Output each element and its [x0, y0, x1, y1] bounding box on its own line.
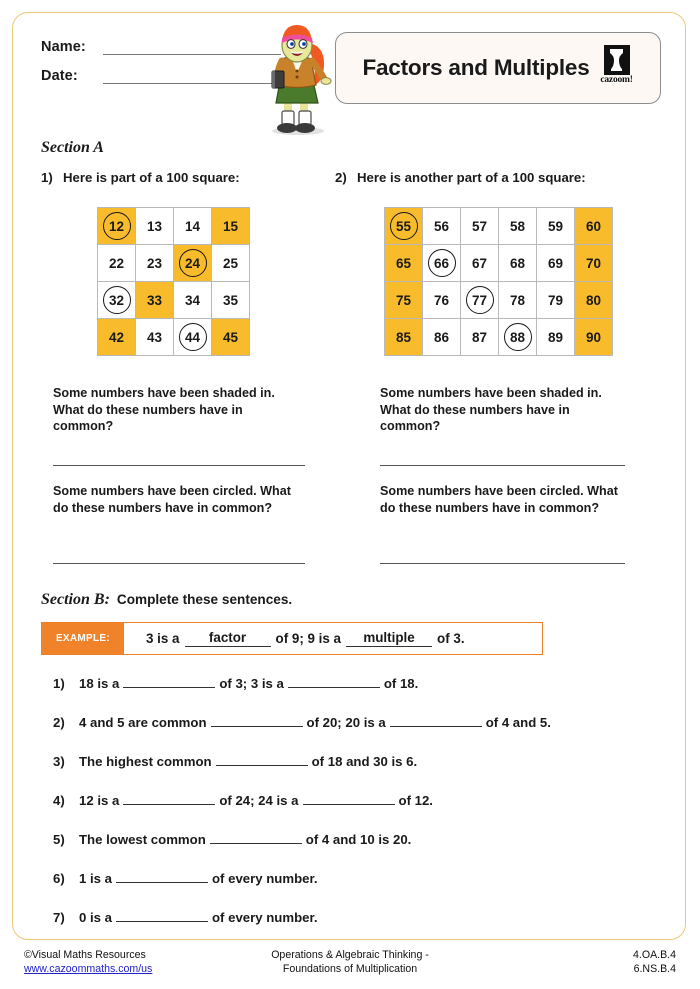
- question-text-segment: 4 and 5 are common: [79, 715, 207, 730]
- grid-cell[interactable]: 43: [136, 319, 174, 356]
- example-part-2: of 9; 9 is a: [275, 631, 342, 646]
- grid-cell[interactable]: 14: [174, 208, 212, 245]
- grid-row: [385, 208, 613, 245]
- grid-cell[interactable]: 80: [575, 282, 613, 319]
- grid-cell[interactable]: 76: [423, 282, 461, 319]
- example-answer-2: multiple: [346, 630, 432, 647]
- question-text-segment: of 18.: [383, 676, 419, 691]
- worksheet-header: [13, 13, 687, 131]
- prompt-circled-1: Some numbers have been circled. What do these numbers have in common?: [53, 484, 291, 515]
- page-title: Factors and Multiples: [362, 55, 590, 80]
- section-b-heading: Section B:: [41, 591, 110, 608]
- grid-cell[interactable]: 42: [98, 319, 136, 356]
- grid-cell[interactable]: 70: [575, 245, 613, 282]
- grid-cell[interactable]: 57: [461, 208, 499, 245]
- grid-cell[interactable]: [461, 282, 499, 319]
- answer-blank[interactable]: [216, 765, 308, 766]
- grid-cell[interactable]: [174, 319, 212, 356]
- footer-copyright: ©Visual Maths Resources: [24, 949, 146, 961]
- answer-line-circled-2[interactable]: [380, 563, 625, 564]
- question-text-segment: of 20; 20 is a: [306, 715, 386, 730]
- question-2-label: Here is another part of a 100 square:: [357, 170, 586, 185]
- footer-topic-line-1: Operations & Algebraic Thinking -: [271, 949, 429, 961]
- section-a-question-1-text: [41, 170, 240, 185]
- question-text-segment: 12 is a: [79, 793, 120, 808]
- grid-cell[interactable]: 35: [212, 282, 250, 319]
- circle-marker: 77: [466, 286, 494, 314]
- section-b-question: [53, 871, 653, 910]
- footer-center: [14, 948, 686, 976]
- answer-blank[interactable]: [123, 804, 215, 805]
- grid-cell[interactable]: 56: [423, 208, 461, 245]
- question-text-segment: 1 is a: [79, 871, 112, 886]
- grid-cell[interactable]: 59: [537, 208, 575, 245]
- section-b-question: [53, 910, 653, 949]
- section-b-subheading: Complete these sentences.: [116, 592, 293, 607]
- grid-row: [98, 208, 250, 245]
- circle-marker: 12: [103, 212, 131, 240]
- cazoom-hourglass-icon: [604, 45, 630, 75]
- answer-blank[interactable]: [211, 726, 303, 727]
- name-input-line[interactable]: [103, 40, 281, 55]
- grid-cell[interactable]: [98, 208, 136, 245]
- worksheet-title-banner: [335, 32, 661, 104]
- cazoom-wordmark: cazoom!: [600, 75, 633, 85]
- question-text-segment: 0 is a: [79, 910, 112, 925]
- grid-cell[interactable]: 78: [499, 282, 537, 319]
- grid-cell[interactable]: 60: [575, 208, 613, 245]
- worksheet-page-frame: [12, 12, 686, 940]
- example-box: [41, 622, 543, 655]
- answer-blank[interactable]: [210, 843, 302, 844]
- question-number: 2): [53, 715, 65, 730]
- question-text-segment: of 24; 24 is a: [219, 793, 299, 808]
- grid-cell[interactable]: 85: [385, 319, 423, 356]
- answer-line-shaded-1[interactable]: [53, 465, 305, 466]
- grid-row: [98, 319, 250, 356]
- hundred-square-grid-2[interactable]: [384, 207, 613, 356]
- name-row: [41, 39, 281, 55]
- question-number: 3): [53, 754, 65, 769]
- circle-marker: 24: [179, 249, 207, 277]
- question-number: 6): [53, 871, 65, 886]
- circle-marker: 44: [179, 323, 207, 351]
- grid-cell[interactable]: [423, 245, 461, 282]
- question-text-segment: 18 is a: [79, 676, 120, 691]
- question-text-segment: of every number.: [212, 871, 318, 886]
- grid-row: [98, 282, 250, 319]
- footer-right: [633, 948, 676, 976]
- section-b-question: [53, 793, 653, 832]
- footer-standard-1: 4.OA.B.4: [633, 949, 676, 961]
- section-b-heading-row: [41, 591, 292, 609]
- question-text-segment: of 3; 3 is a: [219, 676, 284, 691]
- grid-row: [385, 245, 613, 282]
- answer-blank[interactable]: [123, 687, 215, 688]
- grid-cell[interactable]: 25: [212, 245, 250, 282]
- schoolgirl-mascot-icon: [256, 19, 336, 137]
- date-label: Date:: [41, 68, 78, 84]
- section-b-question: [53, 676, 653, 715]
- footer-standard-2: 6.NS.B.4: [633, 963, 676, 975]
- grid-cell[interactable]: 23: [136, 245, 174, 282]
- grid-cell[interactable]: 87: [461, 319, 499, 356]
- example-tag: EXAMPLE:: [42, 623, 124, 654]
- question-text-segment: of 4 and 10 is 20.: [305, 832, 412, 847]
- grid-cell[interactable]: 34: [174, 282, 212, 319]
- example-sentence: [124, 623, 542, 654]
- name-date-block: [41, 39, 281, 97]
- section-b-question: [53, 754, 653, 793]
- footer-topic-line-2: Foundations of Multiplication: [282, 963, 418, 975]
- answer-blank[interactable]: [116, 882, 208, 883]
- grid-cell[interactable]: 65: [385, 245, 423, 282]
- date-row: [41, 68, 281, 84]
- answer-blank[interactable]: [390, 726, 482, 727]
- section-a-question-2-text: [335, 170, 586, 185]
- prompt-circled-2: Some numbers have been circled. What do these numbers have in common?: [380, 484, 618, 515]
- question-number: 5): [53, 832, 65, 847]
- question-text-segment: of 18 and 30 is 6.: [311, 754, 418, 769]
- hundred-square-grid-1[interactable]: [97, 207, 250, 356]
- example-part-3: of 3.: [437, 631, 465, 646]
- cazoom-logo: [600, 45, 634, 91]
- grid-row: [385, 282, 613, 319]
- circle-marker: 66: [428, 249, 456, 277]
- question-number: 4): [53, 793, 65, 808]
- prompt-shaded-2: Some numbers have been shaded in. What do these numbers have in common?: [380, 386, 602, 433]
- question-2-number: 2): [335, 170, 347, 185]
- date-input-line[interactable]: [103, 69, 281, 84]
- example-part-1: 3 is a: [146, 631, 180, 646]
- grid-row: [98, 245, 250, 282]
- answer-line-circled-1[interactable]: [53, 563, 305, 564]
- grid-cell[interactable]: 69: [537, 245, 575, 282]
- question-text-segment: The highest common: [79, 754, 212, 769]
- worksheet-footer: [14, 948, 686, 982]
- section-a-heading: Section A: [41, 139, 104, 156]
- footer-website-link[interactable]: www.cazoommaths.com/us: [24, 963, 153, 975]
- grid-row: [385, 319, 613, 356]
- question-text-segment: of every number.: [212, 910, 318, 925]
- grid-cell[interactable]: [499, 319, 537, 356]
- circle-marker: 88: [504, 323, 532, 351]
- grid-cell[interactable]: 58: [499, 208, 537, 245]
- grid-cell[interactable]: [174, 245, 212, 282]
- question-number: 7): [53, 910, 65, 925]
- section-b-question-list: [53, 676, 653, 949]
- grid-cell[interactable]: 45: [212, 319, 250, 356]
- grid-cell[interactable]: 68: [499, 245, 537, 282]
- circle-marker: 32: [103, 286, 131, 314]
- grid-cell[interactable]: 75: [385, 282, 423, 319]
- name-label: Name:: [41, 39, 86, 55]
- grid-cell[interactable]: [98, 282, 136, 319]
- question-text-segment: of 12.: [398, 793, 433, 808]
- grid-cell[interactable]: 22: [98, 245, 136, 282]
- answer-blank[interactable]: [303, 804, 395, 805]
- question-number: 1): [53, 676, 65, 691]
- answer-line-shaded-2[interactable]: [380, 465, 625, 466]
- grid-cell[interactable]: 86: [423, 319, 461, 356]
- answer-blank[interactable]: [288, 687, 380, 688]
- question-text-segment: of 4 and 5.: [485, 715, 551, 730]
- grid-cell[interactable]: 33: [136, 282, 174, 319]
- section-b-question: [53, 715, 653, 754]
- grid-cell[interactable]: 67: [461, 245, 499, 282]
- grid-cell[interactable]: [385, 208, 423, 245]
- question-1-number: 1): [41, 170, 53, 185]
- example-answer-1: factor: [185, 630, 271, 647]
- grid-cell[interactable]: 79: [537, 282, 575, 319]
- grid-cell[interactable]: 89: [537, 319, 575, 356]
- question-1-label: Here is part of a 100 square:: [63, 170, 240, 185]
- grid-cell[interactable]: 90: [575, 319, 613, 356]
- answer-blank[interactable]: [116, 921, 208, 922]
- section-b-question: [53, 832, 653, 871]
- grid-cell[interactable]: 15: [212, 208, 250, 245]
- circle-marker: 55: [390, 212, 418, 240]
- grid-cell[interactable]: 13: [136, 208, 174, 245]
- question-text-segment: The lowest common: [79, 832, 206, 847]
- prompt-shaded-1: Some numbers have been shaded in. What do these numbers have in common?: [53, 386, 275, 433]
